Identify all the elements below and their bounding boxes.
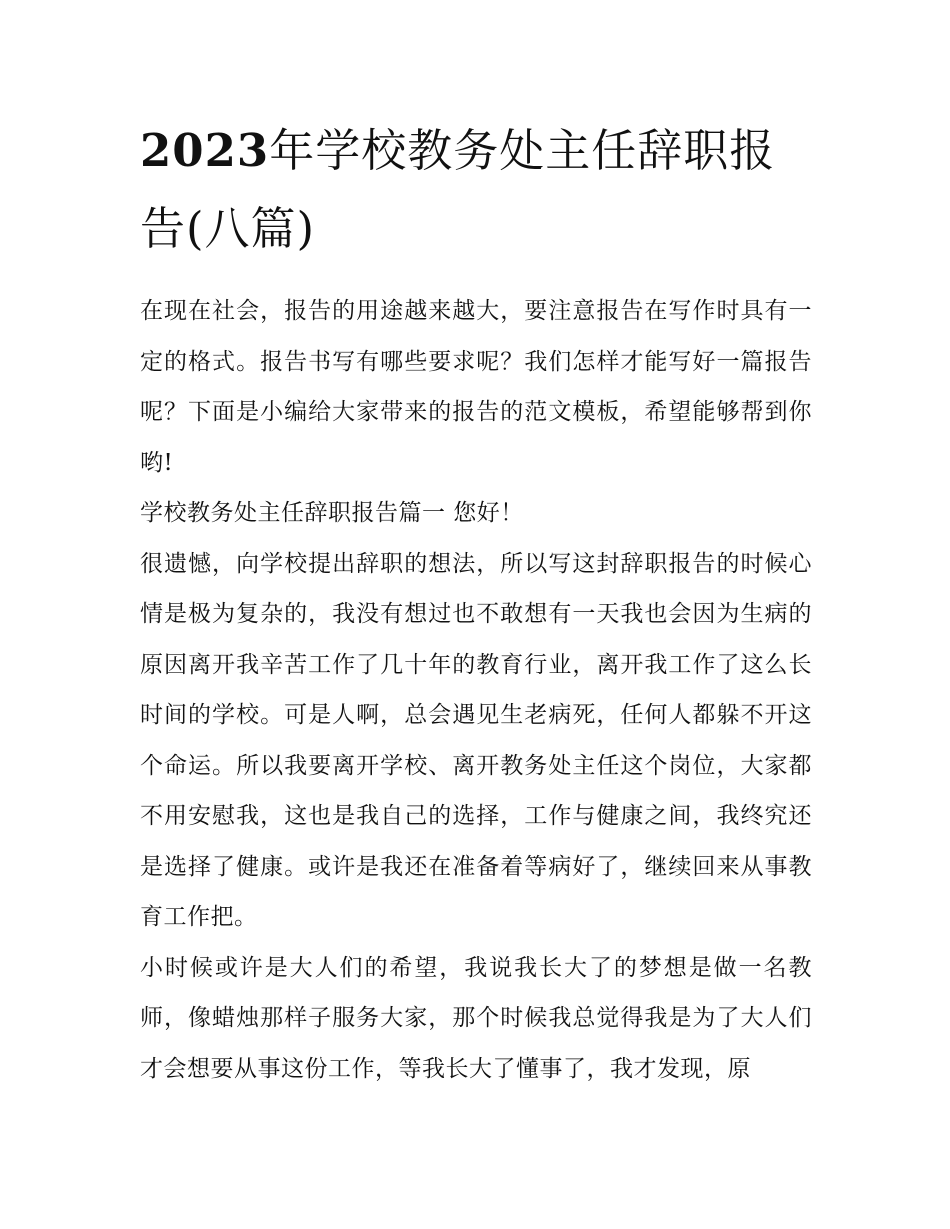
paragraph-body-1: 很遗憾，向学校提出辞职的想法，所以写这封辞职报告的时候心情是极为复杂的，我没有想过也不敢想有一天我也会因为生病的原因离开我辛苦工作了几十年的教育行业，离开我工作了这么长时间的学校。可是人啊，总会遇见生老病死，任何人都躲不开这个命运。所以我要离开学校、离开教务处主任这个岗位，大家都不用安慰我，这也是我自己的选择，工作与健康之间，我终究还是选择了健康。或许是我还在准备着等病好了，继续回来从事教育工作把。 xyxy=(140,550,812,930)
paragraph-intro: 在现在社会，报告的用途越来越大，要注意报告在写作时具有一定的格式。报告书写有哪些要求呢？我们怎样才能写好一篇报告呢？下面是小编给大家带来的报告的范文模板，希望能够帮到你哟! xyxy=(140,298,812,476)
paragraph-body-2: 小时候或许是大人们的希望，我说我长大了的梦想是做一名教师，像蜡烛那样子服务大家，那个时候我总觉得我是为了大人们才会想要从事这份工作，等我长大了懂事了，我才发现，原 xyxy=(140,954,812,1082)
document-content xyxy=(140,112,812,1094)
title-text: 年学校教务处主任辞职报告(八篇) xyxy=(140,124,776,255)
document-body xyxy=(140,286,812,1094)
paragraph-section-heading: 学校教务处主任辞职报告篇一 您好！ xyxy=(140,500,524,526)
document-title xyxy=(140,112,812,268)
title-year: 2023 xyxy=(140,124,270,177)
